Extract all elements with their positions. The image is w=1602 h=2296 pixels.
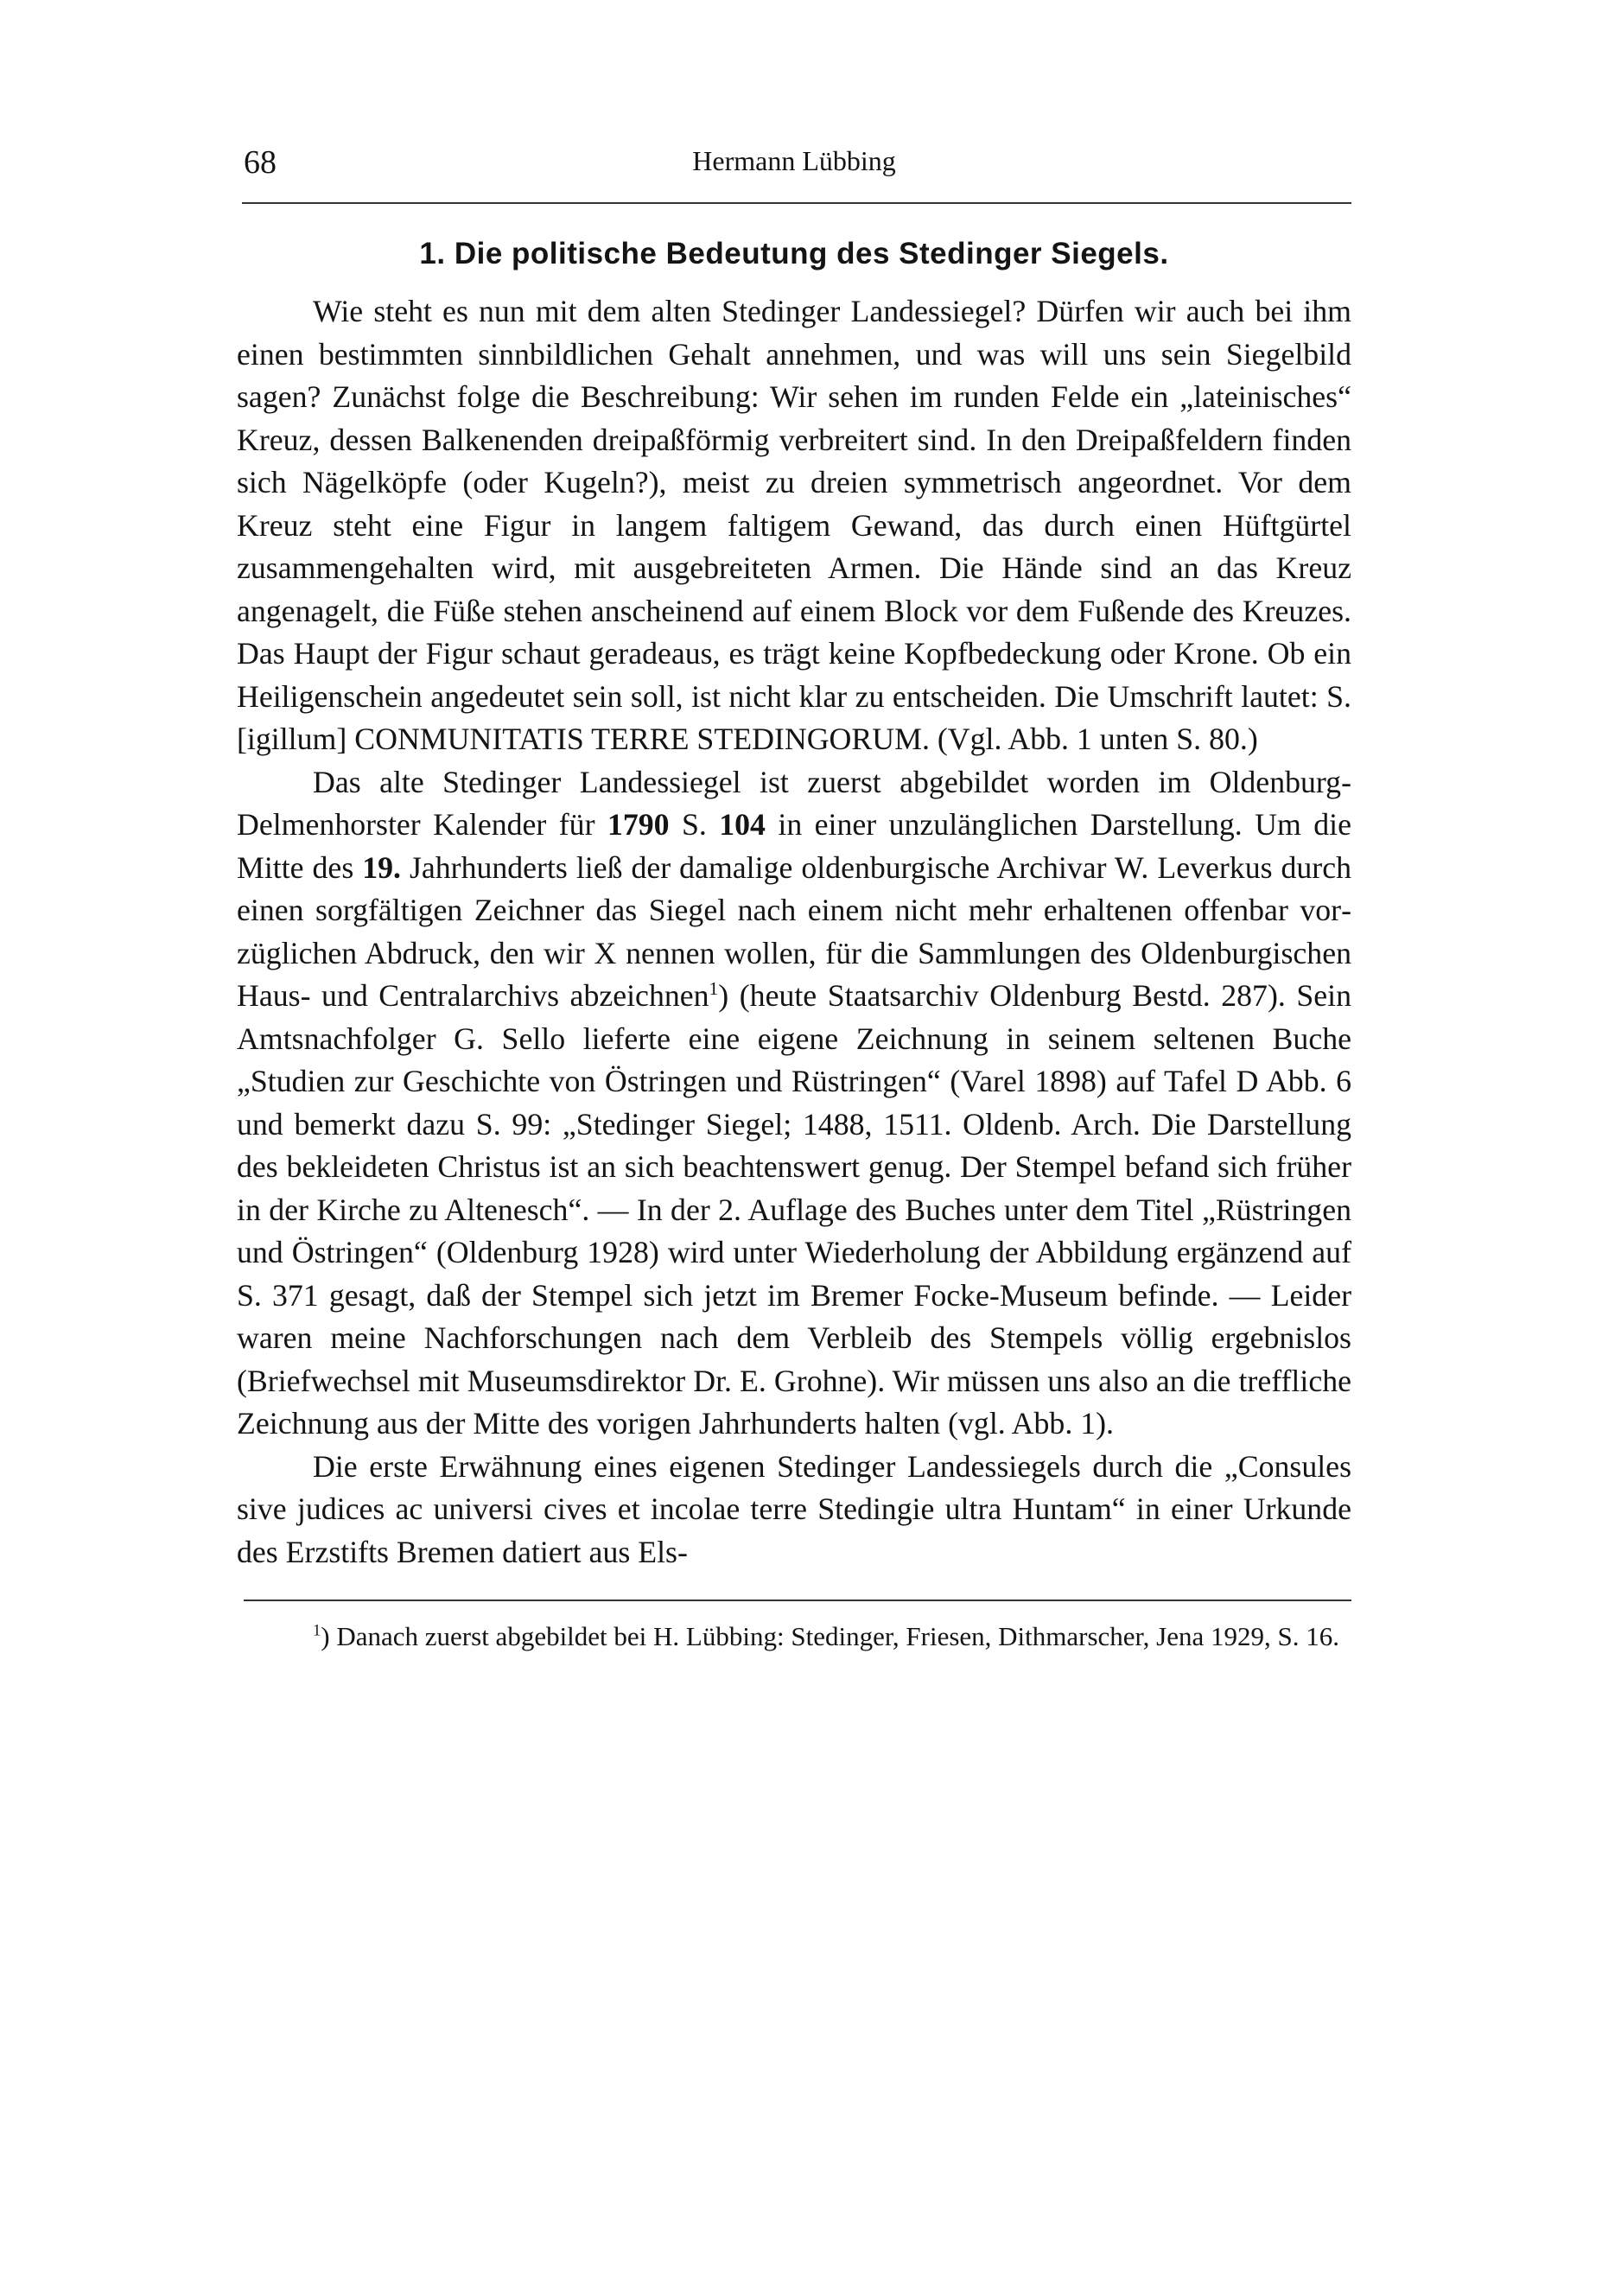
paragraph-2: [237, 761, 1351, 1446]
footnote-1: [237, 1617, 1351, 1657]
year-1790: 1790: [607, 807, 670, 842]
page-ref-104: 104: [719, 807, 766, 842]
paragraph-2-text: S.: [669, 807, 720, 842]
section-heading: 1. Die politische Bedeutung des Stedinger Siegels.: [419, 237, 1169, 270]
page-number: 68: [244, 144, 277, 181]
paragraph-2-text: Jahrhunderts ließ der damalige oldenburgische Archivar W. Leverkus durch einen sorgfältigen Zeichner das Siegel nach einem nicht mehr erhaltenen offenbar vorzüglichen Abdruck, den wir X nennen wollen, für die Sammlungen des Oldenburgischen Haus- und Centralarchivs abzeichnen: [237, 849, 1351, 1013]
running-title: Hermann Lübbing: [692, 145, 896, 176]
book-page: [237, 138, 1351, 1657]
paragraph-2-text: in einer unzulänglichen Darstellung. Um die Mitte des: [237, 807, 1351, 885]
paragraph-2-text: ) (heute Staatsarchiv Oldenburg Bestd. 287). Sein Amtsnachfolger G. Sello lieferte eine eigene Zeichnung in seinem seltenen Buche „Studien zur Geschichte von Östringen und Rüstringen“ (Varel 1898) auf Tafel D Abb. 6 und bemerkt dazu S. 99: „Stedinger Siegel; 1488, 1511. Oldenb. Arch. Die Darstellung des bekleideten Christus ist an sich beachtenswert genug. Der Stempel befand sich früher in der Kirche zu Altenesch“. — In der 2. Auflage des Buches unter dem Titel „Rüstringen und Östringen“ (Oldenburg 1928) wird unter Wiederholung der Abbildung ergänzend auf S. 371 gesagt, daß der Stempel sich jetzt im Bremer Focke-Museum befinde. — Leider waren meine Nachforschungen nach dem Verbleib des Stempels völlig ergebnislos (Briefwechsel mit Museumsdirektor Dr. E. Grohne). Wir müssen uns also an die treffliche Zeichnung aus der Mitte des vorigen Jahrhunderts halten (vgl. Abb. 1).: [237, 978, 1352, 1441]
footnote-marker-1: 1: [313, 1621, 321, 1640]
paragraph-3: Die erste Erwähnung eines eigenen Stedinger Landessiegels durch die „Consules sive judices ac universi cives et incolae terre Stedingie ultra Huntam“ in einer Urkunde des Erzstifts Bremen datiert aus Els-: [237, 1448, 1351, 1569]
paragraph-2-text: Das alte Stedinger Landessiegel ist zuerst abgebildet worden im Oldenburg-Delmenhorster Kalender für: [237, 764, 1351, 842]
paragraph-1: Wie steht es nun mit dem alten Stedinger Landessiegel? Dürfen wir auch bei ihm einen bestimmten sinnbildlichen Gehalt annehmen, und was will uns sein Siegelbild sagen? Zunächst folge die Beschreibung: Wir sehen im runden Felde ein „lateinisches“ Kreuz, dessen Balkenenden dreipaßförmig verbreitert sind. In den Dreipaßfeldern finden sich Nägelköpfe (oder Kugeln?), meist zu dreien symmetrisch angeordnet. Vor dem Kreuz steht eine Figur in langem faltigem Gewand, das durch einen Hüftgürtel zusammengehalten wird, mit ausgebreiteten Armen. Die Hände sind an das Kreuz angenagelt, die Füße stehen anscheinend auf einem Block vor dem Fußende des Kreuzes. Das Haupt der Figur schaut geradeaus, es trägt keine Kopfbedeckung oder Krone. Ob ein Heiligenschein angedeutet sein soll, ist nicht klar zu entscheiden. Die Umschrift lautet: S.[igillum] CONMUNITATIS TERRE STEDINGORUM. (Vgl. Abb. 1 unten S. 80.): [237, 294, 1351, 756]
running-head: [237, 138, 1351, 183]
footnote-ref-1[interactable]: 1: [709, 978, 719, 1000]
footnote-rule: [244, 1600, 1351, 1601]
century-19: 19.: [362, 849, 401, 885]
body-text: [237, 290, 1351, 1574]
header-rule: [242, 202, 1351, 204]
footnote-1-text: ) Danach zuerst abgebildet bei H. Lübbing: Stedinger, Friesen, Dithmarscher, Jena 1929, S. 16.: [321, 1621, 1339, 1651]
